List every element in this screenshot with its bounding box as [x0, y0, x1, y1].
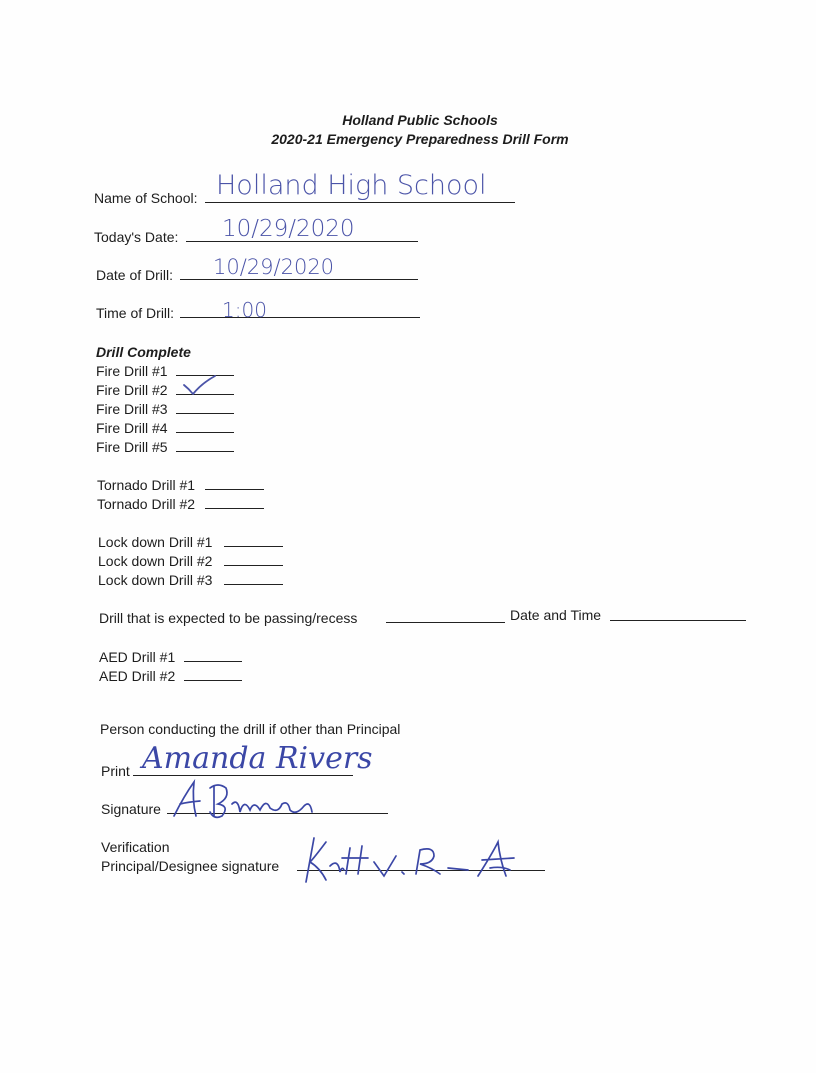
aed-drill-2-label: AED Drill #2 — [99, 668, 176, 684]
today-value: 10/29/2020 — [222, 216, 355, 242]
checkmark-icon — [180, 374, 220, 396]
fire-drill-3-line — [176, 413, 234, 414]
lockdown-drill-1-label: Lock down Drill #1 — [98, 534, 213, 550]
aed-drill-2-line — [184, 680, 242, 681]
aed-drill-1-label: AED Drill #1 — [99, 649, 176, 665]
tornado-drill-1-line — [205, 489, 264, 490]
signature-label: Signature — [101, 801, 161, 817]
lockdown-drill-3-line — [224, 584, 283, 585]
school-line — [205, 202, 515, 203]
date-time-label: Date and Time — [510, 607, 602, 623]
aed-drill-1-line — [184, 661, 242, 662]
fire-drill-2-label: Fire Drill #2 — [96, 382, 168, 398]
principal-signature-image — [300, 832, 530, 886]
drill-date-line — [180, 279, 418, 280]
print-value: Amanda Rivers — [142, 741, 373, 776]
passing-recess-line — [386, 622, 505, 623]
date-time-line — [610, 620, 746, 621]
passing-recess-label: Drill that is expected to be passing/recess — [99, 610, 358, 626]
fire-drill-4-line — [176, 432, 234, 433]
drill-time-value: 1:00 — [222, 298, 267, 322]
fire-drill-4-label: Fire Drill #4 — [96, 420, 168, 436]
person-signature-image — [170, 778, 320, 822]
drill-time-line — [180, 317, 420, 318]
fire-drill-3-label: Fire Drill #3 — [96, 401, 168, 417]
drill-date-value: 10/29/2020 — [213, 255, 335, 279]
school-label: Name of School: — [94, 190, 198, 206]
drill-complete-heading: Drill Complete — [96, 344, 191, 360]
lockdown-drill-2-line — [224, 565, 283, 566]
tornado-drill-1-label: Tornado Drill #1 — [97, 477, 196, 493]
lockdown-drill-1-line — [224, 546, 283, 547]
tornado-drill-2-line — [205, 508, 264, 509]
drill-time-label: Time of Drill: — [96, 305, 175, 321]
fire-drill-5-line — [176, 451, 234, 452]
form-title: 2020-21 Emergency Preparedness Drill Form — [271, 131, 569, 147]
drill-date-label: Date of Drill: — [96, 267, 174, 283]
district-title: Holland Public Schools — [342, 112, 498, 128]
verification-label: Verification — [101, 839, 170, 855]
lockdown-drill-2-label: Lock down Drill #2 — [98, 553, 213, 569]
print-label: Print — [101, 763, 130, 779]
fire-drill-1-label: Fire Drill #1 — [96, 363, 168, 379]
lockdown-drill-3-label: Lock down Drill #3 — [98, 572, 213, 588]
principal-label: Principal/Designee signature — [101, 858, 280, 874]
fire-drill-5-label: Fire Drill #5 — [96, 439, 168, 455]
today-label: Today's Date: — [94, 229, 179, 245]
tornado-drill-2-label: Tornado Drill #2 — [97, 496, 196, 512]
person-intro: Person conducting the drill if other than Principal — [100, 721, 401, 737]
school-value: Holland High School — [216, 170, 487, 201]
